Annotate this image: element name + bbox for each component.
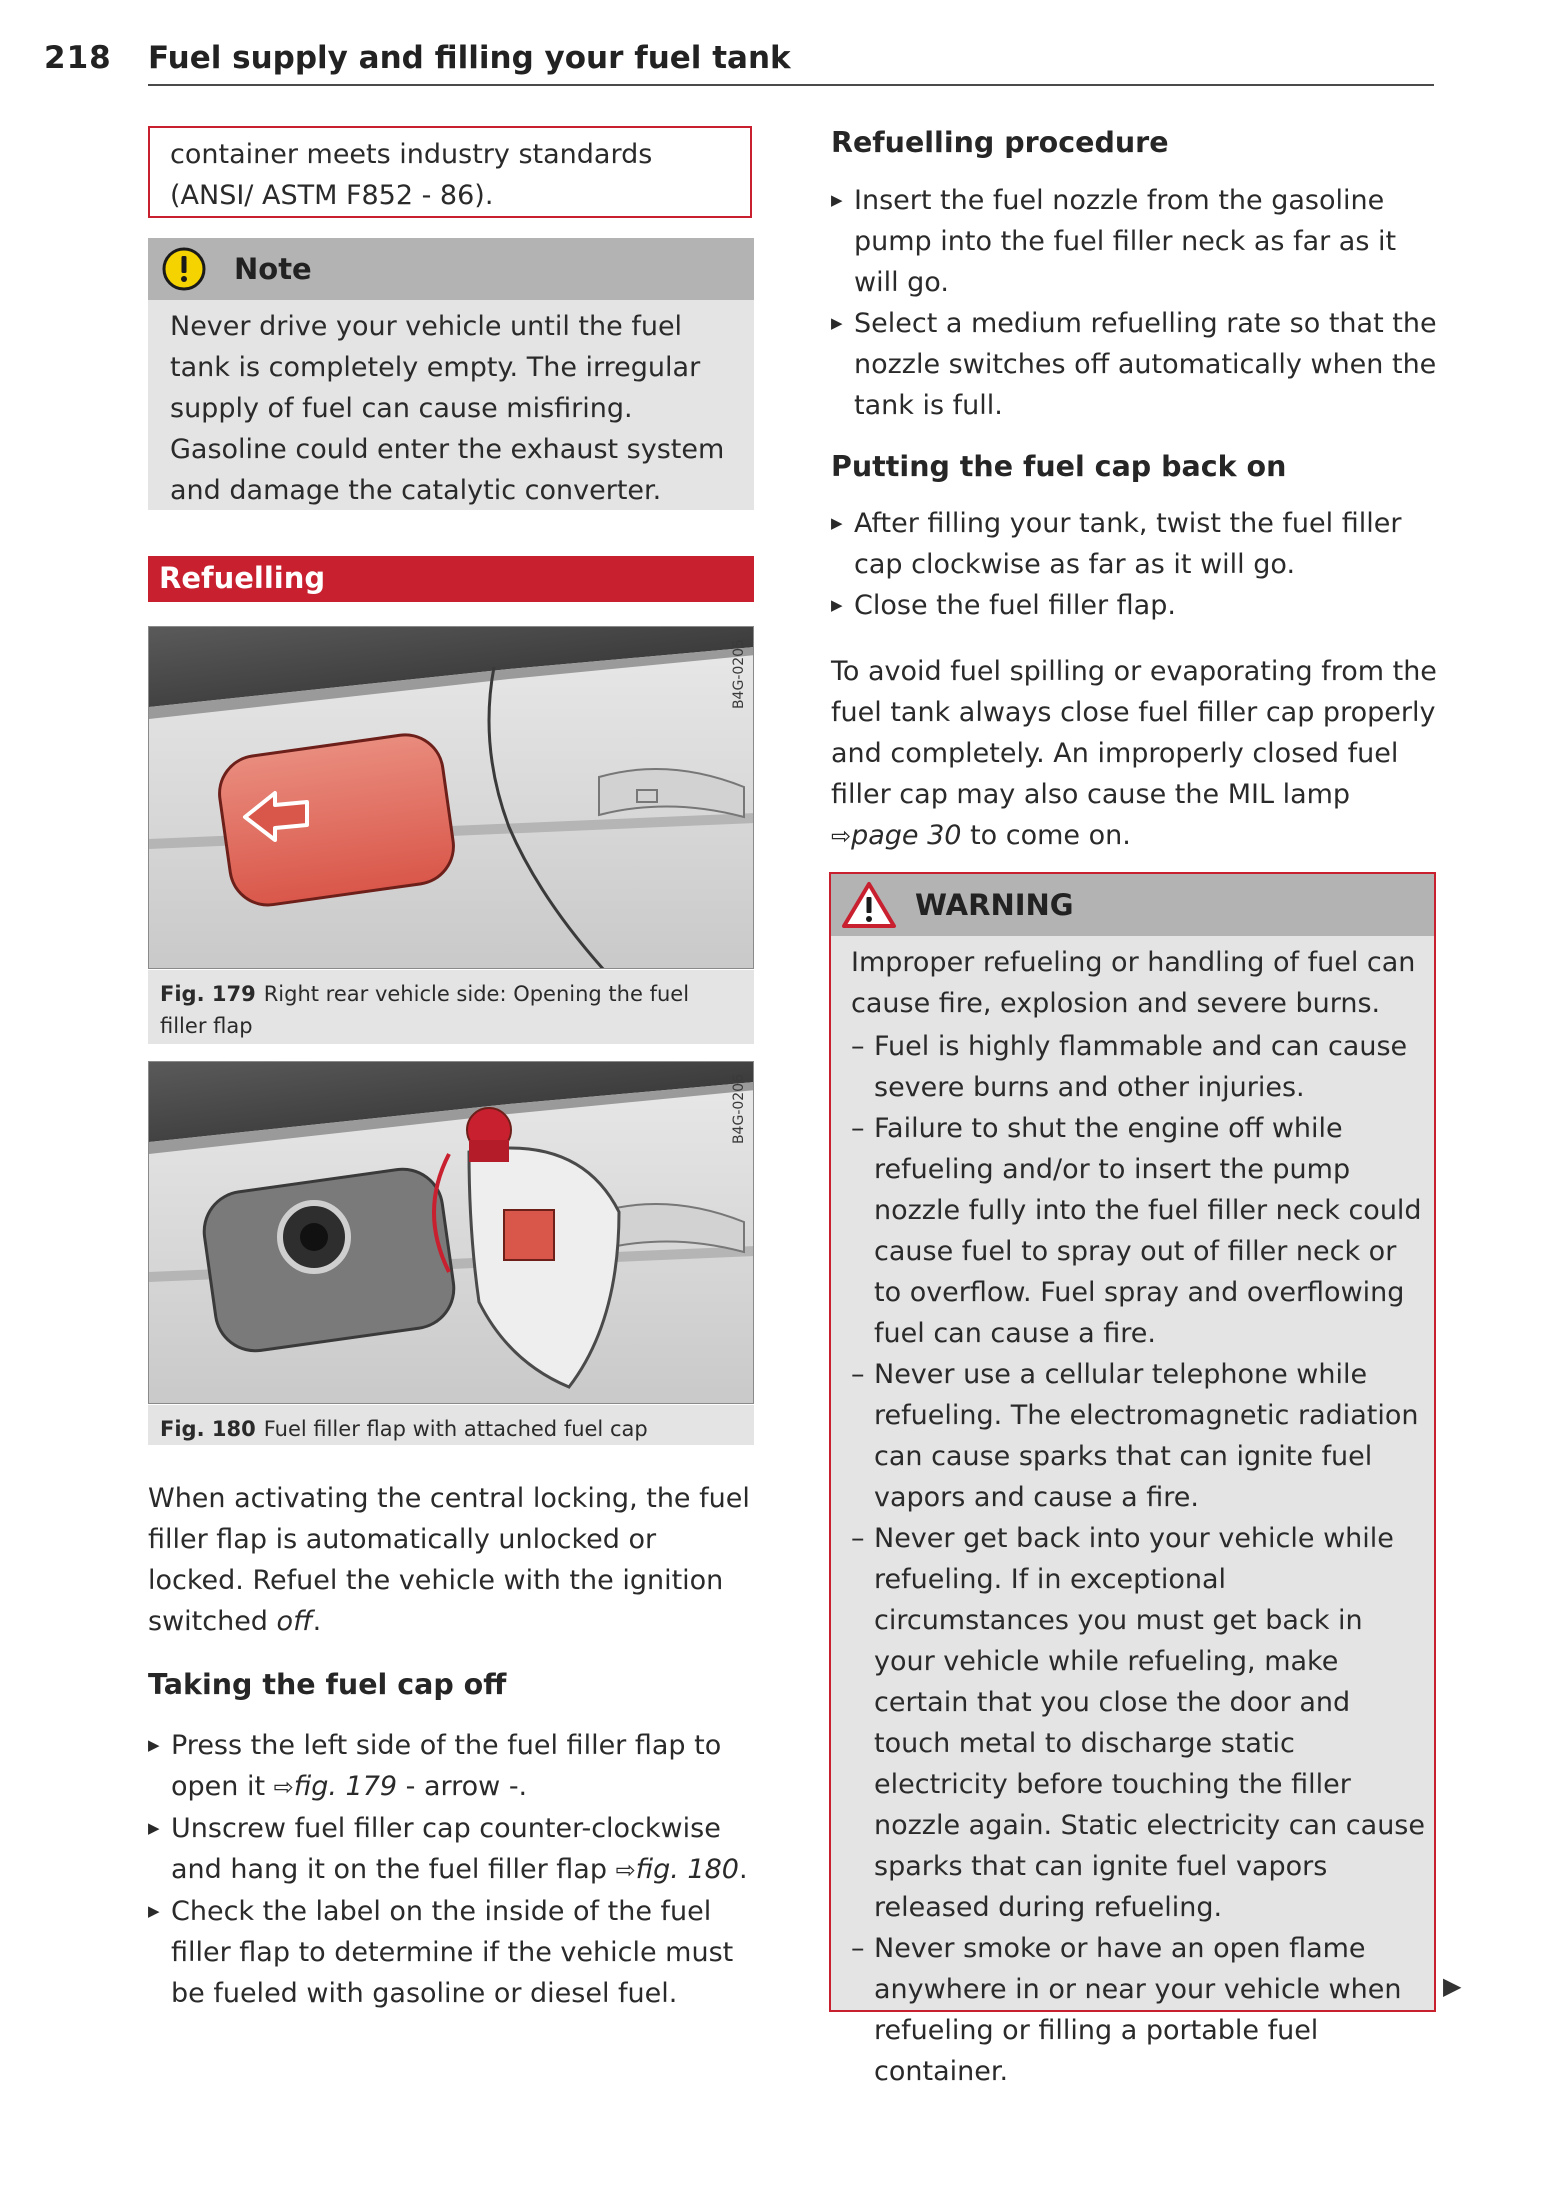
warning-items — [851, 1026, 1426, 2092]
note-box — [148, 238, 754, 510]
list-item: ▶ Close the fuel filler flap. — [831, 585, 1441, 626]
warning-header — [831, 874, 1434, 936]
figure-caption — [148, 970, 754, 1044]
chapter-title: Fuel supply and filling your fuel tank — [148, 40, 791, 76]
warning-intro: Improper refueling or handling of fuel can cause fire, explosion and severe burns. — [851, 947, 1416, 1019]
spill-text: To avoid fuel spilling or evaporating from the fuel tank always close fuel filler cap properly and completely. An improperly closed fuel filler cap may also cause the MIL lamp — [831, 656, 1437, 810]
arrow-right-icon: ⇨ — [273, 1773, 294, 1801]
figure-fuel-flap-open — [148, 1061, 754, 1404]
arrow-right-icon: ⇨ — [831, 822, 852, 850]
activation-paragraph — [148, 1478, 758, 1642]
figure-code-label: B4G-0206 — [731, 1074, 747, 1145]
page-number: 218 — [44, 40, 112, 76]
taking-cap-off-steps — [148, 1725, 758, 2014]
container-note-text: container meets industry standards (ANSI/ ASTM F852 - 86). — [170, 139, 653, 211]
activation-end: . — [312, 1606, 322, 1637]
list-item: ▶ After filling your tank, twist the fuel filler cap clockwise as far as it will go. — [831, 503, 1441, 585]
list-item: ▶ Unscrew fuel filler cap counter-clockwise and hang it on the fuel filler flap ⇨fig. 180. — [148, 1808, 758, 1891]
list-item: ▶ Press the left side of the fuel filler flap to open it ⇨fig. 179 - arrow -. — [148, 1725, 758, 1808]
section-title: Refuelling — [159, 561, 326, 595]
spill-paragraph — [831, 651, 1441, 857]
note-text: Never drive your vehicle until the fuel tank is completely empty. The irregular supply of fuel can cause misfiring. Gasoline could enter the exhaust system and damage the catalytic converter. — [170, 311, 725, 506]
warning-box — [829, 872, 1436, 2087]
list-item: – Fuel is highly flammable and can cause severe burns and other injuries. — [851, 1026, 1426, 1108]
note-title: Note — [234, 252, 312, 286]
figure-caption-text: Right rear vehicle side: Opening the fuel filler flap — [160, 982, 690, 1038]
figure-number: Fig. 179 — [160, 982, 256, 1006]
exclamation-circle-icon — [161, 246, 207, 292]
figure-code-label: B4G-0205 — [731, 639, 747, 710]
section-banner — [148, 556, 754, 602]
note-header — [148, 238, 754, 300]
list-item: – Never use a cellular telephone while refueling. The electromagnetic radiation can cause sparks that can ignite fuel vapors and cause a fire. — [851, 1354, 1426, 1518]
fuel-flap-open-illustration — [149, 1062, 754, 1404]
taking-cap-off-heading: Taking the fuel cap off — [148, 1668, 507, 1701]
figure-caption-text: Fuel filler flap with attached fuel cap — [263, 1417, 648, 1441]
arrow-right-icon: ⇨ — [615, 1856, 636, 1884]
page-reference-link[interactable]: page 30 — [851, 820, 962, 851]
fuel-flap-closed-illustration — [149, 627, 754, 969]
warning-triangle-icon — [841, 880, 897, 930]
list-item: – Never smoke or have an open flame anywhere in or near your vehicle when refueling or filling a portable fuel container. — [851, 1928, 1426, 2092]
putting-cap-on-steps — [831, 503, 1441, 626]
figure-caption — [148, 1405, 754, 1445]
continued-arrow-icon: ▶ — [1443, 1972, 1462, 2000]
spill-end: to come on. — [961, 820, 1131, 851]
figure-reference-link[interactable]: fig. 179 — [293, 1771, 398, 1802]
figure-number: Fig. 180 — [160, 1417, 256, 1441]
container-note-box — [148, 126, 752, 218]
warning-title: WARNING — [915, 888, 1074, 922]
figure-reference-link[interactable]: fig. 180 — [635, 1854, 739, 1885]
refuelling-procedure-steps — [831, 180, 1441, 426]
list-item: – Failure to shut the engine off while refueling and/or to insert the pump nozzle fully into the fuel filler neck could cause fuel to spray out of filler neck or to overflow. Fuel spray and overflowing fuel can cause a fire. — [851, 1108, 1426, 1354]
activation-text: When activating the central locking, the fuel filler flap is automatically unlocked or locked. Refuel the vehicle with the ignition switched — [148, 1483, 750, 1637]
activation-emphasis: off — [276, 1606, 313, 1637]
list-item: – Never get back into your vehicle while refueling. If in exceptional circumstances you must get back in your vehicle while refueling, make certain that you close the door and touch metal to discharge static electricity before touching the filler nozzle again. Static electricity can cause sparks that can ignite fuel vapors released during refueling. — [851, 1518, 1426, 1928]
header-rule — [148, 84, 1434, 86]
list-item: ▶ Insert the fuel nozzle from the gasoline pump into the fuel filler neck as far as it will go. — [831, 180, 1441, 303]
list-item: ▶ Select a medium refuelling rate so that the nozzle switches off automatically when the tank is full. — [831, 303, 1441, 426]
putting-cap-on-heading: Putting the fuel cap back on — [831, 450, 1287, 483]
refuelling-procedure-heading: Refuelling procedure — [831, 126, 1169, 159]
list-item: ▶ Check the label on the inside of the fuel filler flap to determine if the vehicle must be fueled with gasoline or diesel fuel. — [148, 1891, 758, 2014]
figure-fuel-flap-closed — [148, 626, 754, 969]
